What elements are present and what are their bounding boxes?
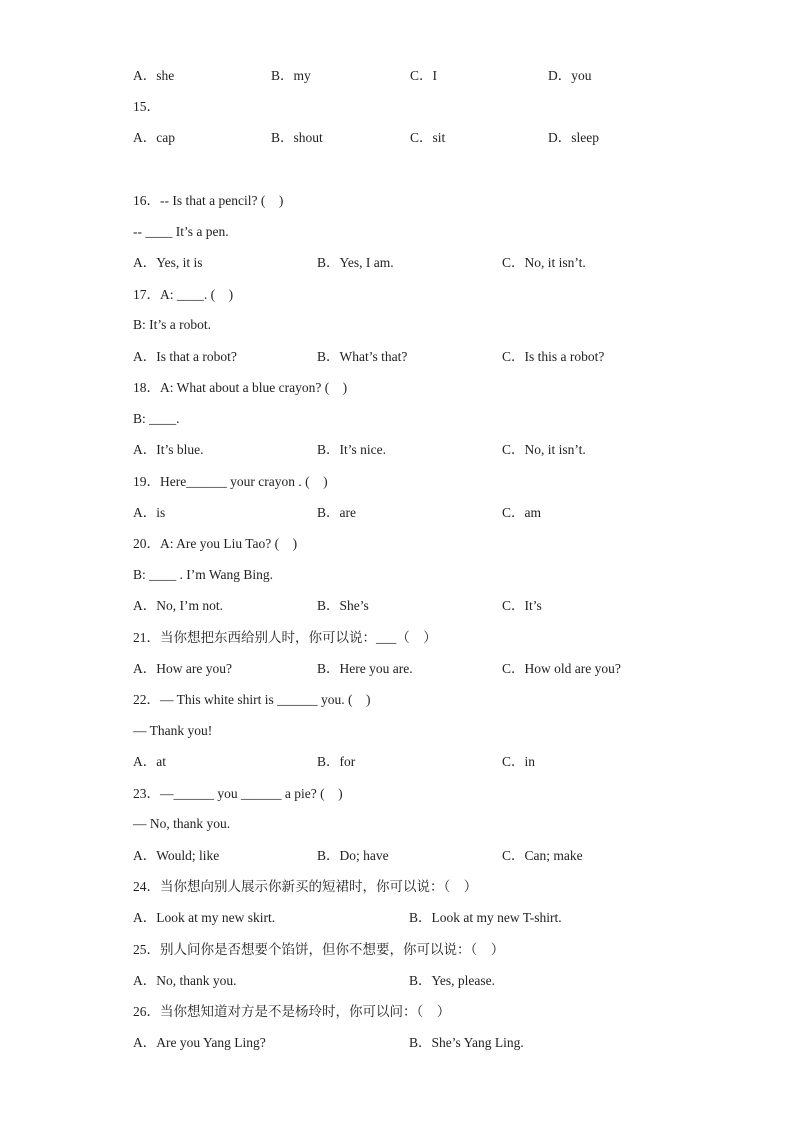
q15-stem: 15． [133,99,160,114]
q18-option-a: A．It’s blue. [133,442,204,457]
q15-option-c: C．sit [410,130,446,145]
q14-option-a: A．she [133,68,175,83]
q16-dialogue: -- ____ It’s a pen. [133,224,229,239]
q19-option-a: A．is [133,505,166,520]
q22-option-c: C．in [502,754,536,769]
q18-option-c: C．No, it isn’t. [502,442,586,457]
q14-option-d: D．you [548,68,592,83]
q26-option-a: A．Are you Yang Ling? [133,1035,266,1050]
q16-option-b: B．Yes, I am. [317,255,394,270]
q18-stem: 18．A: What about a blue crayon? ( ) [133,380,348,395]
q20-option-a: A．No, I’m not. [133,598,223,613]
q14-option-c: C．I [410,68,437,83]
q23-option-c: C．Can; make [502,848,583,863]
q18-option-b: B．It’s nice. [317,442,386,457]
q21-option-a: A．How are you? [133,661,232,676]
q24-option-b: B．Look at my new T-shirt. [409,910,562,925]
q16-option-a: A．Yes, it is [133,255,203,270]
q22-dialogue: — Thank you! [133,723,213,738]
q23-option-b: B．Do; have [317,848,389,863]
q19-option-c: C．am [502,505,541,520]
q24-option-a: A．Look at my new skirt. [133,910,276,925]
q20-stem: 20．A: Are you Liu Tao? ( ) [133,536,298,551]
q22-stem: 22．— This white shirt is ______ you. ( ) [133,692,371,707]
q17-option-b: B．What’s that? [317,349,408,364]
q17-option-c: C．Is this a robot? [502,349,605,364]
q21-option-c: C．How old are you? [502,661,621,676]
q25-option-b: B．Yes, please. [409,973,496,988]
q23-stem: 23．—______ you ______ a pie? ( ) [133,786,343,801]
q17-stem: 17．A: ____. ( ) [133,287,234,302]
q18-dialogue: B: ____. [133,411,180,426]
q23-option-a: A．Would; like [133,848,220,863]
q14-option-b: B．my [271,68,311,83]
q22-option-a: A．at [133,754,166,769]
q19-option-b: B．are [317,505,356,520]
q21-stem: 21．当你想把东西给别人时，你可以说：___（ ） [133,630,437,645]
q26-option-b: B．She’s Yang Ling. [409,1035,524,1050]
q16-stem: 16．-- Is that a pencil? ( ) [133,193,284,208]
q15-option-a: A．cap [133,130,175,145]
q26-stem: 26．当你想知道对方是不是杨玲时，你可以问：（ ） [133,1004,451,1019]
q25-stem: 25．别人问你是否想要个馅饼，但你不想要，你可以说：（ ） [133,942,505,957]
q15-option-b: B．shout [271,130,323,145]
q21-option-b: B．Here you are. [317,661,413,676]
q16-option-c: C．No, it isn’t. [502,255,586,270]
q20-dialogue: B: ____ . I’m Wang Bing. [133,567,274,582]
q22-option-b: B．for [317,754,356,769]
q23-dialogue: — No, thank you. [133,816,231,831]
q20-option-c: C．It’s [502,598,542,613]
q24-stem: 24．当你想向别人展示你新买的短裙时，你可以说：（ ） [133,879,478,894]
q20-option-b: B．She’s [317,598,369,613]
q17-dialogue: B: It’s a robot. [133,317,211,332]
q17-option-a: A．Is that a robot? [133,349,237,364]
q25-option-a: A．No, thank you. [133,973,237,988]
q15-option-d: D．sleep [548,130,599,145]
q19-stem: 19．Here______ your crayon . ( ) [133,474,328,489]
